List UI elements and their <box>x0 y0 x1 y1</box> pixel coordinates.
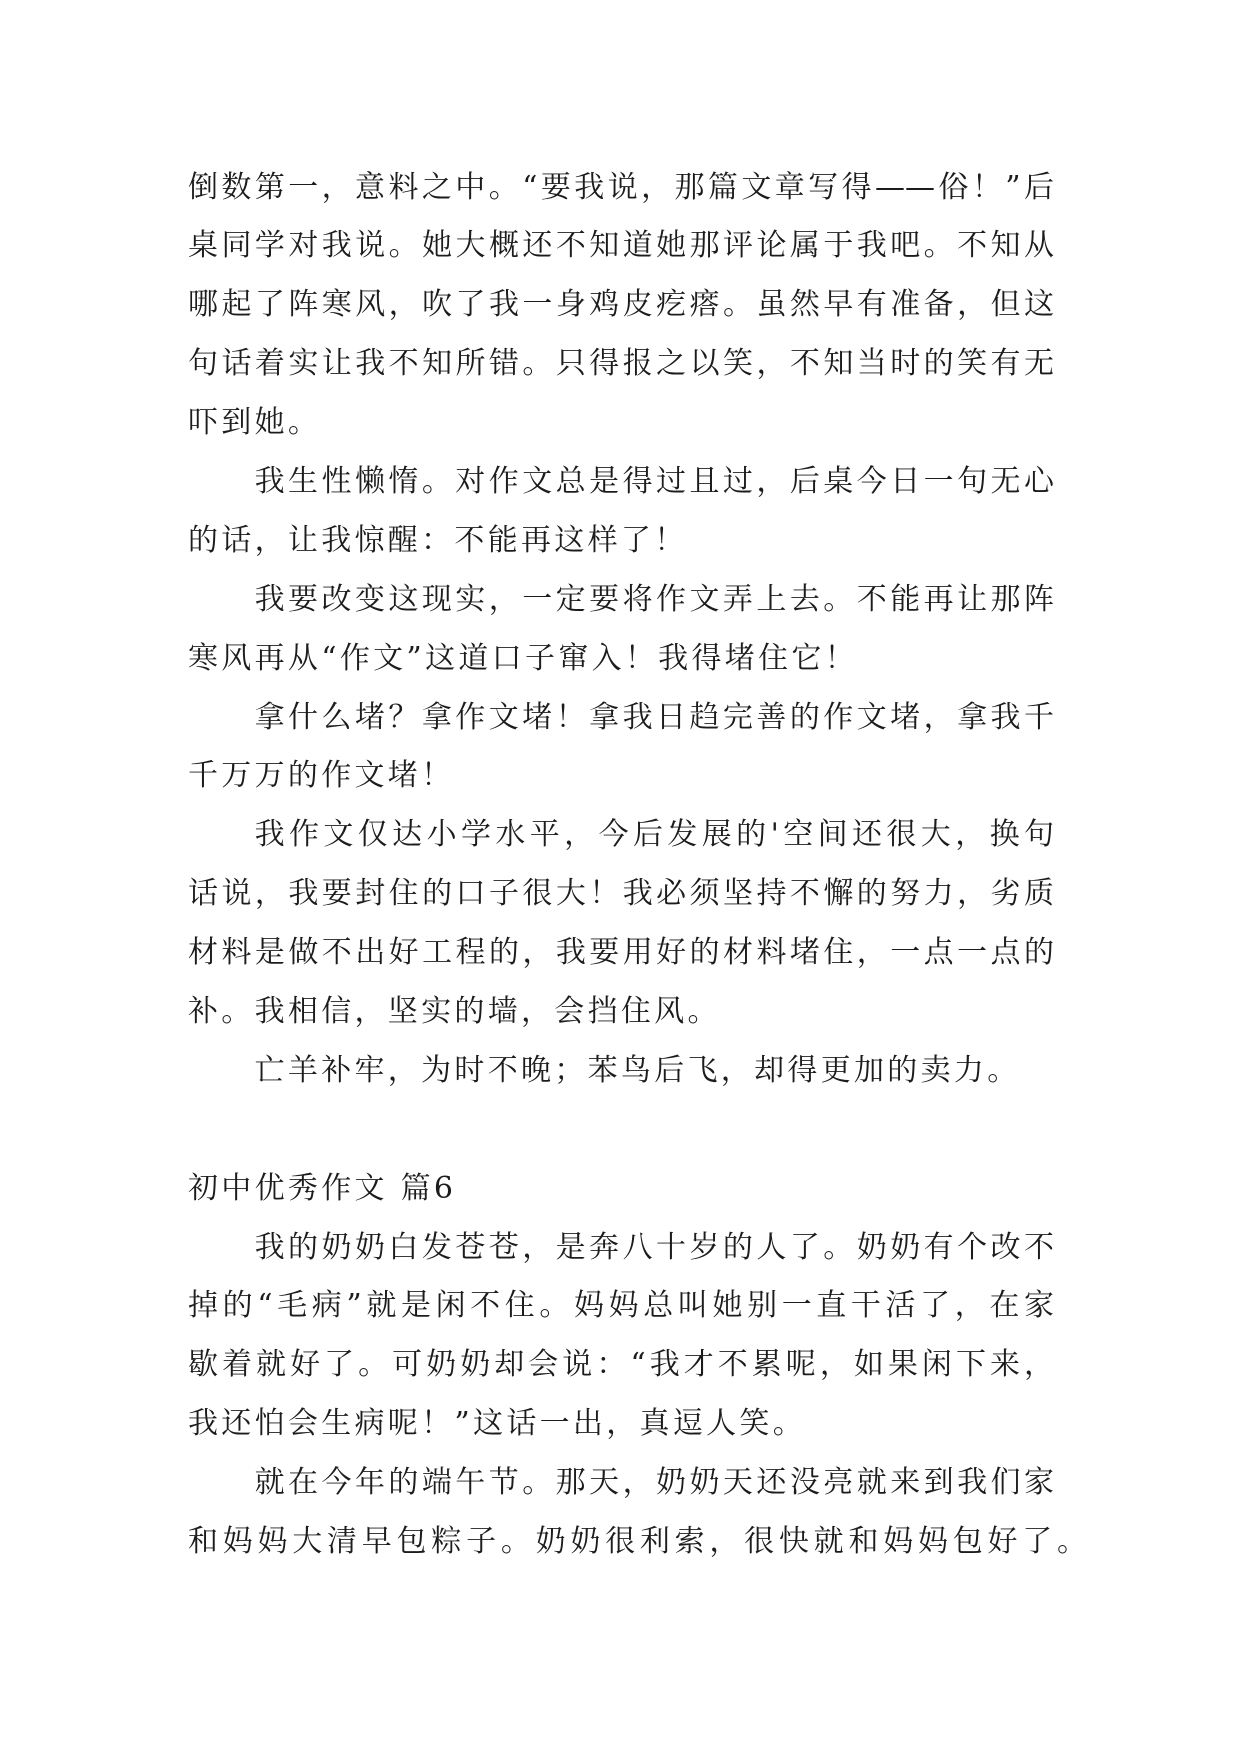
text-line: 掉的“毛病”就是闲不住。妈妈总叫她别一直干活了，在家 <box>188 1288 1054 1324</box>
text-line: 千万万的作文堵！ <box>188 758 455 794</box>
text-line: 桌同学对我说。她大概还不知道她那评论属于我吧。不知从 <box>188 228 1054 264</box>
text-line: 吓到她。 <box>188 405 322 441</box>
section-heading: 初中优秀作文 篇6 <box>188 1170 457 1206</box>
paragraph <box>188 453 1054 571</box>
paragraph <box>188 571 1054 689</box>
text-line: 就在今年的端午节。那天，奶奶天还没亮就来到我们家 <box>254 1465 1054 1501</box>
paragraph <box>188 1219 1054 1455</box>
text-line: 补。我相信，坚实的墙，会挡住风。 <box>188 993 721 1029</box>
text-line: 哪起了阵寒风，吹了我一身鸡皮疙瘩。虽然早有准备，但这 <box>188 287 1054 323</box>
paragraph <box>188 1042 1054 1101</box>
paragraph <box>188 1454 1087 1572</box>
blank-line <box>188 1101 1054 1160</box>
text-line: 和妈妈大清早包粽子。奶奶很利索，很快就和妈妈包好了。 <box>188 1523 1087 1559</box>
text-line: 拿什么堵？拿作文堵！拿我日趋完善的作文堵，拿我千 <box>254 699 1054 735</box>
document-body <box>188 159 1087 1572</box>
paragraph <box>188 689 1054 807</box>
text-line: 我作文仅达小学水平，今后发展的'空间还很大，换句 <box>254 817 1054 853</box>
text-line: 倒数第一，意料之中。“要我说，那篇文章写得——俗！”后 <box>188 169 1054 205</box>
paragraph <box>188 159 1054 453</box>
text-line: 句话着实让我不知所错。只得报之以笑，不知当时的笑有无 <box>188 346 1054 382</box>
text-line: 歇着就好了。可奶奶却会说：“我才不累呢，如果闲下来， <box>188 1347 1054 1383</box>
paragraph <box>188 806 1054 1042</box>
text-line: 我的奶奶白发苍苍，是奔八十岁的人了。奶奶有个改不 <box>254 1229 1054 1265</box>
text-line: 材料是做不出好工程的，我要用好的材料堵住，一点一点的 <box>188 935 1054 971</box>
text-line: 我还怕会生病呢！”这话一出，真逗人笑。 <box>188 1406 807 1442</box>
text-line: 亡羊补牢，为时不晚；苯鸟后飞，却得更加的卖力。 <box>254 1052 1021 1088</box>
text-line: 我要改变这现实，一定要将作文弄上去。不能再让那阵 <box>254 581 1054 617</box>
text-line: 话说，我要封住的口子很大！我必须坚持不懈的努力，劣质 <box>188 876 1054 912</box>
text-line: 我生性懒惰。对作文总是得过且过，后桌今日一句无心 <box>254 463 1054 499</box>
text-line: 寒风再从“作文”这道口子窜入！我得堵住它！ <box>188 640 858 676</box>
text-line: 的话，让我惊醒：不能再这样了！ <box>188 522 688 558</box>
